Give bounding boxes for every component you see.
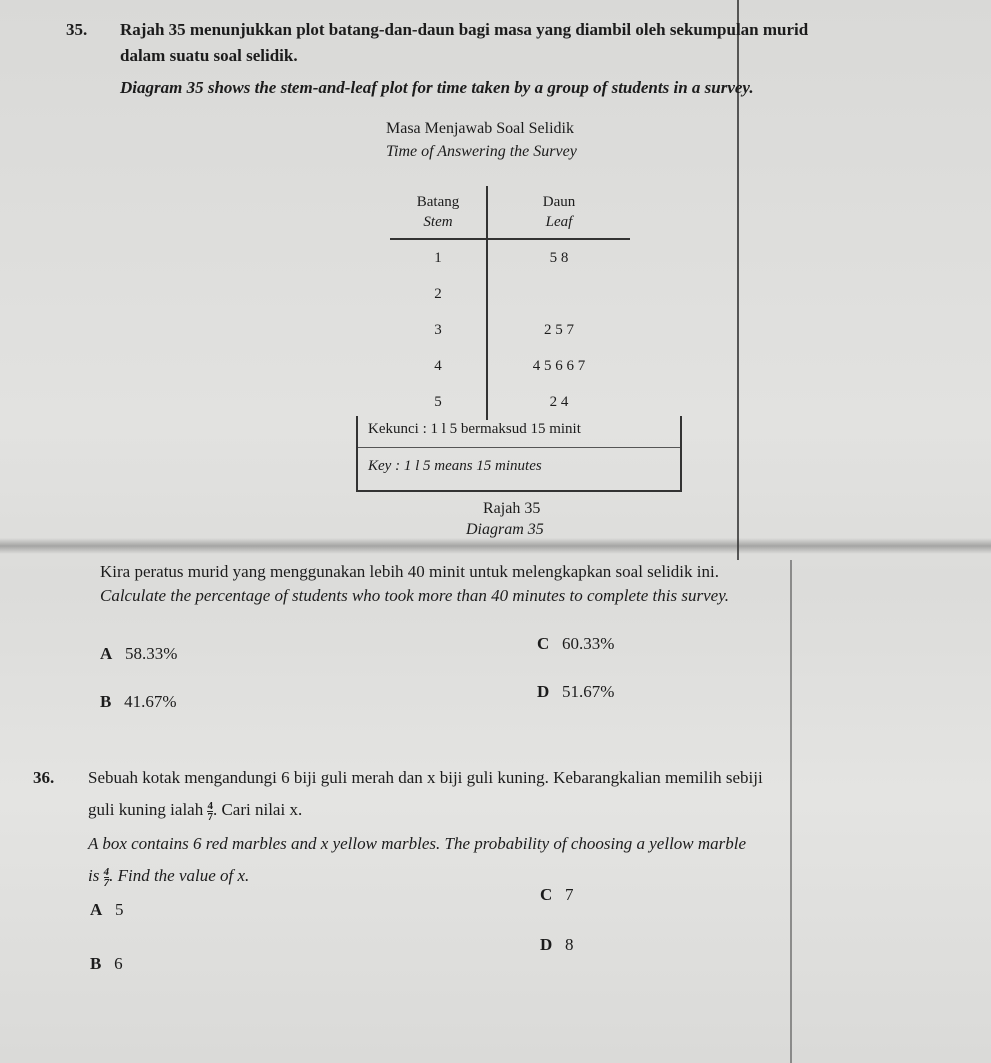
option-b[interactable]: B 6 [90, 954, 123, 973]
option-a[interactable]: A 58.33% [100, 644, 178, 663]
leaf-header: Daun Leaf [487, 186, 630, 239]
question-text-ms: dalam suatu soal selidik. [120, 46, 298, 65]
diagram-title-en: Time of Answering the Survey [386, 143, 577, 160]
option-a[interactable]: A 5 [90, 900, 124, 919]
stem-header: Batang Stem [390, 186, 487, 239]
question-text-ms: Rajah 35 menunjukkan plot batang-dan-daun bagi masa yang diambil oleh sekumpulan murid [120, 20, 809, 39]
paper-crease [790, 560, 792, 1063]
option-c[interactable]: C 60.33% [537, 634, 615, 653]
fraction: $\frac{4}{7}$ [207, 799, 213, 823]
caption-en: Diagram 35 [466, 521, 544, 538]
option-d[interactable]: D 51.67% [537, 682, 615, 701]
key-ms: Kekunci : 1 l 5 bermaksud 15 minit [368, 421, 581, 437]
option-c[interactable]: C 7 [540, 885, 574, 904]
question-text-ms: Sebuah kotak mengandungi 6 biji guli merah dan x biji guli kuning. Kebarangkalian memilih sebiji [88, 768, 763, 787]
question-number: 35. [66, 20, 88, 39]
table-row: 1 5 8 [390, 239, 630, 276]
table-row: 4 4 5 6 6 7 [390, 348, 630, 384]
option-b[interactable]: B 41.67% [100, 692, 177, 711]
table-row: 2 [390, 276, 630, 312]
question-text-en: Diagram 35 shows the stem-and-leaf plot for time taken by a group of students in a survey. [120, 78, 754, 97]
key-en: Key : 1 l 5 means 15 minutes [368, 458, 542, 474]
table-row: 3 2 5 7 [390, 312, 630, 348]
key-box [356, 416, 682, 492]
divider [358, 447, 680, 448]
question-text-en: A box contains 6 red marbles and x yellow marbles. The probability of choosing a yellow marble [88, 834, 747, 853]
ask-en: Calculate the percentage of students who took more than 40 minutes to complete this survey. [100, 586, 730, 605]
question-text-ms: guli kuning ialah $\frac{4}{7}$ . Cari nilai x. [88, 799, 303, 823]
paper-fold [0, 538, 991, 554]
option-d[interactable]: D 8 [540, 935, 574, 954]
fraction: $\frac{4}{7}$ [103, 865, 110, 889]
ask-ms: Kira peratus murid yang menggunakan lebih 40 minit untuk melengkapkan soal selidik ini. [100, 562, 719, 581]
question-text-en: is $\frac{4}{7}$ . Find the value of x. [88, 865, 250, 889]
stem-leaf-table [390, 186, 630, 420]
diagram-title-ms: Masa Menjawab Soal Selidik [386, 120, 574, 137]
question-number: 36. [33, 768, 55, 787]
caption-ms: Rajah 35 [483, 500, 541, 517]
table-row: 5 2 4 [390, 384, 630, 420]
